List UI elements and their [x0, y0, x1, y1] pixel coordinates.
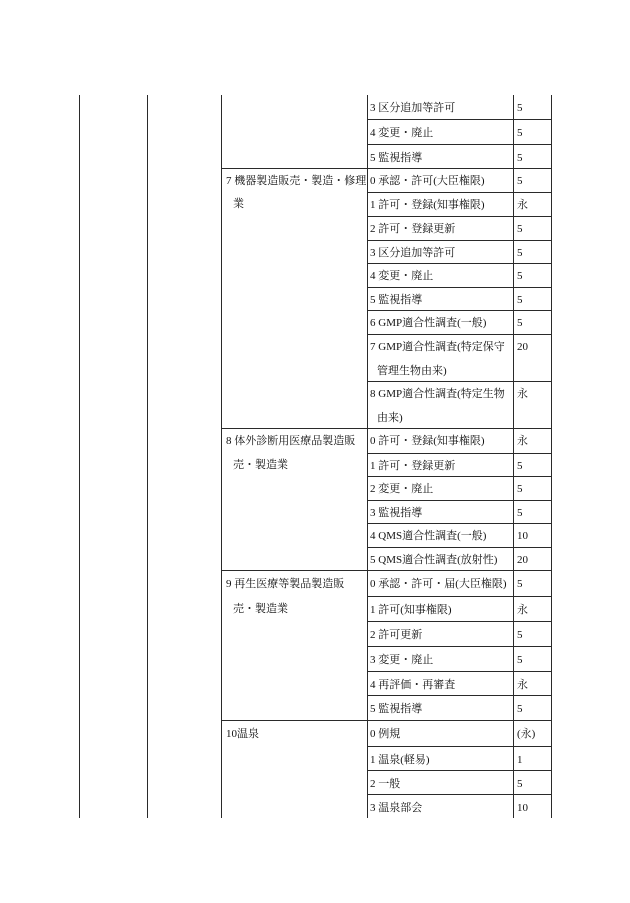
category-line: 9 再生医療等製品製造販	[226, 578, 345, 591]
item-label-line: 1 許可・登録(知事権限)	[370, 199, 485, 212]
item-label-cell	[368, 95, 513, 119]
category-line: 8 体外診断用医療品製造販	[226, 435, 356, 448]
retention-period: 5	[517, 317, 523, 330]
category-line: 10温泉	[226, 728, 259, 741]
item-row	[368, 429, 551, 453]
category-line: 業	[233, 198, 244, 211]
item-row	[368, 144, 551, 168]
item-label-cell	[368, 696, 513, 720]
item-label-line: 1 温泉(軽易)	[370, 753, 430, 766]
item-row	[368, 770, 551, 794]
table-section	[222, 428, 551, 570]
retention-period: 5	[517, 174, 523, 187]
item-label-line: 5 監視指導	[370, 293, 423, 306]
item-label-cell	[368, 524, 513, 547]
item-label-line: 0 例規	[370, 728, 401, 741]
item-row	[368, 192, 551, 216]
item-label-cell	[368, 647, 513, 671]
item-label-line: 3 監視指導	[370, 506, 423, 519]
item-label-cell	[368, 597, 513, 621]
retention-period: (永)	[517, 728, 536, 741]
item-label-line: 4 変更・廃止	[370, 127, 434, 140]
item-row	[368, 547, 551, 571]
item-label-cell	[368, 382, 513, 428]
item-list	[368, 721, 551, 818]
item-row	[368, 95, 551, 119]
table-section	[222, 570, 551, 720]
item-row	[368, 240, 551, 264]
item-label-cell	[368, 501, 513, 524]
retention-period: 10	[517, 802, 528, 815]
item-label-line: 5 QMS適合性調査(放射性)	[370, 553, 498, 566]
item-row	[368, 263, 551, 287]
item-row	[368, 216, 551, 240]
item-label-cell	[368, 454, 513, 477]
item-row	[368, 794, 551, 818]
item-label-line: 5 監視指導	[370, 151, 423, 164]
item-label-line: 2 一般	[370, 777, 401, 790]
item-row	[368, 721, 551, 745]
item-label-line: 5 監視指導	[370, 703, 423, 716]
retention-period: 永	[517, 604, 528, 617]
item-list	[368, 95, 551, 168]
retention-period: 5	[517, 270, 523, 283]
retention-period: 5	[517, 578, 523, 591]
blank-cell-column-2	[148, 95, 221, 818]
retention-period: 5	[517, 127, 523, 140]
item-row	[368, 500, 551, 524]
retention-period: 5	[517, 293, 523, 306]
retention-period: 永	[517, 435, 528, 448]
item-label-line: 管理生物由来)	[377, 364, 447, 377]
item-label-cell	[368, 217, 513, 240]
table-section	[222, 720, 551, 818]
item-label-line: 4 QMS適合性調査(一般)	[370, 530, 487, 543]
item-label-line: 3 温泉部会	[370, 802, 423, 815]
retention-period: 5	[517, 483, 523, 496]
item-label-cell	[368, 264, 513, 287]
category-cell	[222, 169, 367, 429]
item-label-line: 6 GMP適合性調査(一般)	[370, 317, 487, 330]
retention-period: 1	[517, 753, 523, 766]
column-divider	[147, 95, 148, 818]
retention-period: 永	[517, 678, 528, 691]
retention-period: 永	[517, 199, 528, 212]
item-row	[368, 695, 551, 720]
item-row	[368, 746, 551, 770]
column-divider	[551, 95, 552, 818]
retention-period: 5	[517, 223, 523, 236]
item-row	[368, 310, 551, 334]
category-line: 売・製造業	[233, 458, 288, 471]
retention-period: 5	[517, 102, 523, 114]
item-label-cell	[368, 335, 513, 381]
item-row	[368, 169, 551, 193]
retention-period: 5	[517, 653, 523, 666]
item-label-cell	[368, 193, 513, 216]
table-section	[222, 168, 551, 429]
item-label-cell	[368, 429, 513, 453]
item-row	[368, 287, 551, 311]
item-row	[368, 334, 551, 381]
item-label-line: 0 承認・許可・届(大臣権限)	[370, 578, 507, 591]
item-row	[368, 671, 551, 696]
item-label-cell	[368, 622, 513, 646]
item-label-line: 7 GMP適合性調査(特定保守	[370, 341, 505, 354]
item-label-cell	[368, 672, 513, 696]
item-row	[368, 381, 551, 428]
item-label-line: 3 変更・廃止	[370, 653, 434, 666]
item-label-line: 0 承認・許可(大臣権限)	[370, 174, 485, 187]
item-label-line: 1 許可(知事権限)	[370, 604, 452, 617]
item-label-cell	[368, 477, 513, 500]
item-label-line: 3 区分追加等許可	[370, 246, 456, 259]
category-cell	[222, 571, 367, 720]
item-list	[368, 571, 551, 720]
item-label-cell	[368, 548, 513, 571]
retention-period: 20	[517, 341, 528, 354]
item-label-line: 4 再評価・再審査	[370, 678, 456, 691]
item-label-line: 8 GMP適合性調査(特定生物	[370, 388, 505, 401]
item-row	[368, 596, 551, 621]
retention-period: 5	[517, 459, 523, 472]
item-label-cell	[368, 169, 513, 193]
item-label-cell	[368, 795, 513, 818]
item-label-cell	[368, 571, 513, 596]
category-cell	[222, 721, 367, 818]
retention-period: 5	[517, 777, 523, 790]
item-label-cell	[368, 120, 513, 143]
retention-period: 5	[517, 703, 523, 716]
retention-period: 永	[517, 388, 528, 401]
category-line: 7 機器製造販売・製造・修理	[226, 174, 367, 187]
item-label-cell	[368, 288, 513, 311]
column-divider	[79, 95, 80, 818]
item-label-cell	[368, 145, 513, 168]
item-label-line: 0 許可・登録(知事権限)	[370, 435, 485, 448]
retention-period: 5	[517, 506, 523, 519]
table-section	[222, 95, 551, 168]
item-row	[368, 119, 551, 143]
item-label-line: 4 変更・廃止	[370, 270, 434, 283]
item-label-cell	[368, 771, 513, 794]
item-label-line: 1 許可・登録更新	[370, 459, 456, 472]
item-row	[368, 571, 551, 596]
retention-period: 5	[517, 151, 523, 164]
item-label-cell	[368, 241, 513, 264]
item-label-line: 2 許可更新	[370, 629, 423, 642]
item-label-line: 2 変更・廃止	[370, 483, 434, 496]
category-cell	[222, 95, 367, 168]
item-list	[368, 429, 551, 570]
item-label-cell	[368, 747, 513, 770]
item-label-line: 2 許可・登録更新	[370, 223, 456, 236]
category-cell	[222, 429, 367, 570]
item-list	[368, 169, 551, 429]
item-label-cell	[368, 311, 513, 334]
item-row	[368, 646, 551, 671]
category-line: 売・製造業	[233, 603, 288, 616]
retention-period: 5	[517, 246, 523, 259]
retention-period: 10	[517, 530, 528, 543]
item-label-line: 3 区分追加等許可	[370, 102, 456, 114]
item-label-cell	[368, 721, 513, 745]
item-row	[368, 476, 551, 500]
retention-table	[222, 95, 551, 818]
item-label-line: 由来)	[377, 411, 403, 424]
item-row	[368, 453, 551, 477]
retention-period: 20	[517, 553, 528, 566]
item-row	[368, 621, 551, 646]
item-row	[368, 523, 551, 547]
blank-cell-column-1	[80, 95, 147, 818]
retention-period: 5	[517, 629, 523, 642]
